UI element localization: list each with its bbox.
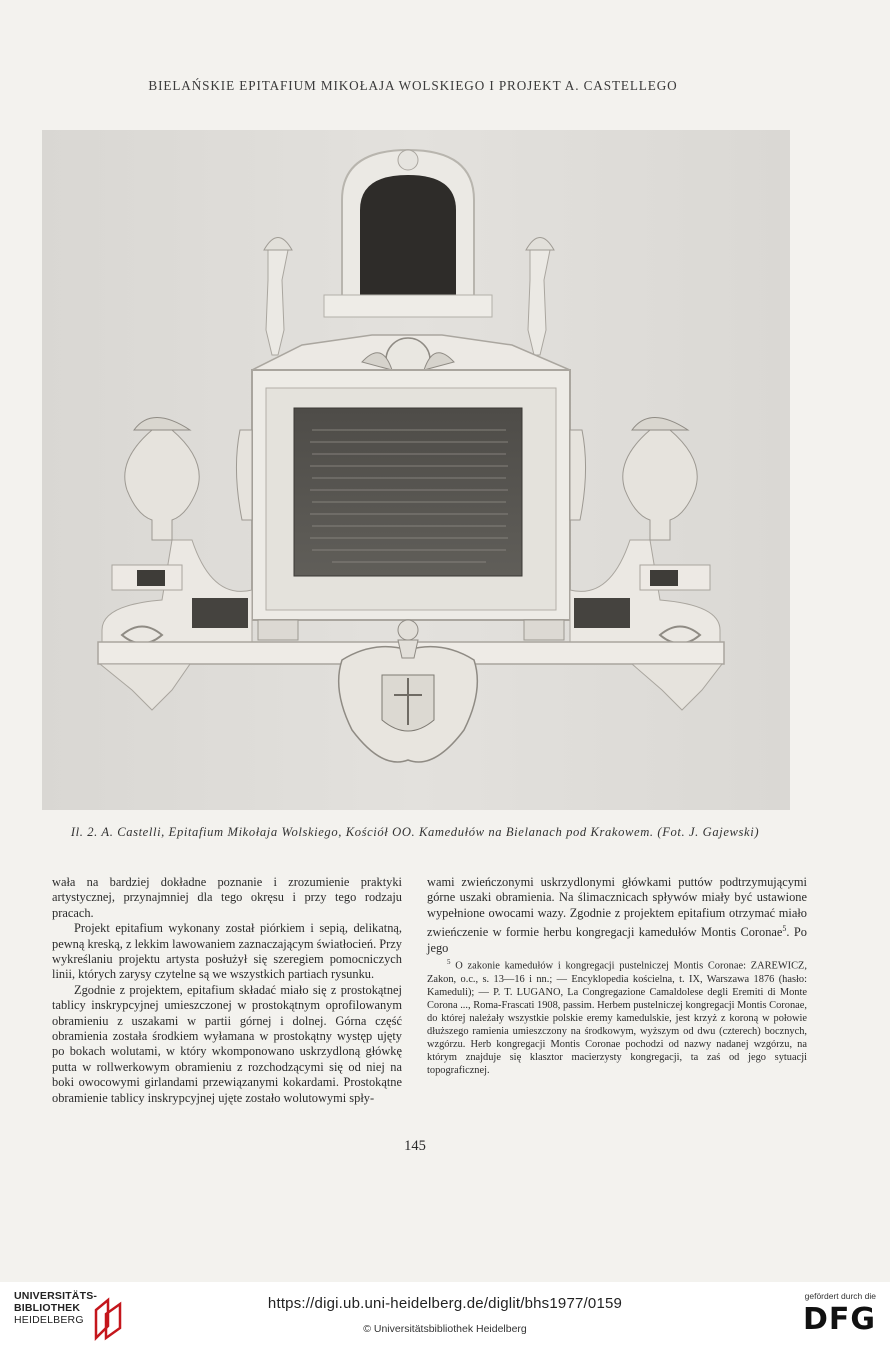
right-column <box>427 875 807 1077</box>
paragraph <box>427 875 807 956</box>
running-head: BIELAŃSKIE EPITAFIUM MIKOŁAJA WOLSKIEGO I PROJEKT A. CASTELLEGO <box>148 78 678 93</box>
footnote-reference: 5 <box>782 924 787 934</box>
paragraph: Projekt epitafium wykonany został piórkiem i sepią, delikatną, pewną kreską, z lekkim lawowaniem zaznaczającym światłocień. Przy wykreślaniu projektu artysta posłużył się szeregiem pomocniczych linii, których zarysy czytelne są we wszystkich partiach rysunku. <box>52 921 402 982</box>
dfg-logo[interactable]: DFG <box>802 1302 876 1337</box>
paragraph-tail: . Po jego <box>427 925 807 955</box>
funding-note: gefördert durch die <box>804 1291 876 1301</box>
footnote-text: O zakonie kamedułów i kongregacji pustelniczej Montis Coronae: ZAREWICZ, Zakon, o.c., s. 13—16 i nn.; — Encyklopedia kościelna, t. IX, Warszawa 1876 (hasło: Kameduli); — P. T. LUGANO, La Congregazione Camaldolese degli Eremiti di Monte Corona ..., Roma-Frascati 1908, passim. Herbem pustelniczej kongregacji Montis Coronae, do której należały wszystkie polskie eremy kamedulskie, jest krzyż z koroną w połowie dłuższego ramienia umieszczony na środkowym, wyższym od dwu (czterech) bocznych, wzgórzu. Herb kongregacji Montis Coronae pochodzi od nazwy nadanej wzgórzu, na którym znajduje się klasztor macierzysty kongregacji, ta zaś od jego sytuacji topograficznej. <box>427 960 807 1077</box>
left-column <box>52 875 402 1106</box>
footnote <box>427 956 807 1077</box>
epitaph-illustration <box>42 130 790 810</box>
logo-line: BIBLIOTHEK <box>14 1302 81 1314</box>
logo-line: HEIDELBERG <box>14 1314 84 1326</box>
paragraph: wała na bardziej dokładne poznanie i zrozumienie praktyki artystycznej, przynajmniej dla tego okręsu i przy tego rodzaju pracach. <box>52 875 402 920</box>
paragraph-text: wami zwieńczonymi uskrzydlonymi główkami puttów podtrzymującymi górne uszaki obramienia. Na ślimacznicach spływów miały być ustawione wypełnione owocami wazy. Zgodnie z projektem epitafium otrzymać miało zwieńczenie w formie herbu kongregacji kamedułów Montis Coronae <box>427 875 807 940</box>
permalink-url[interactable]: https://digi.ub.uni-heidelberg.de/diglit/bhs1977/0159 <box>267 1295 623 1312</box>
figure-caption: Il. 2. A. Castelli, Epitafium Mikołaja Wolskiego, Kościół OO. Kamedułów na Bielanach pod Krakowem. (Fot. J. Gajewski) <box>70 825 760 839</box>
main-frame <box>236 370 585 620</box>
footnote-mark: 5 <box>447 958 451 967</box>
epitaph-photograph <box>42 130 790 810</box>
copyright-notice: © Universitätsbibliothek Heidelberg <box>363 1323 527 1335</box>
logo-line: UNIVERSITÄTS- <box>14 1290 98 1302</box>
paragraph: Zgodnie z projektem, epitafium składać miało się z prostokątnej tablicy inskrypcyjnej umieszczonej w prostokątnym oprofilowanym obramieniu z uszakami w partii górnej i dolnej. Górna część obramienia została środkiem wyłamana w prostokątny występ ujęty po bokach wolutami, w który wkomponowano uskrzydloną główkę putta w rollwerkowym obramieniu z rozchodzącymi się od niej na boki owocowymi girlandami przewiązanymi kokardami. Prostokątne obramienie tablicy inskrypcyjnej ujęte zostało wolutowymi spły- <box>52 982 402 1105</box>
viewer-footer <box>0 1282 890 1346</box>
top-niche <box>324 150 492 317</box>
page-number: 145 <box>404 1138 426 1154</box>
